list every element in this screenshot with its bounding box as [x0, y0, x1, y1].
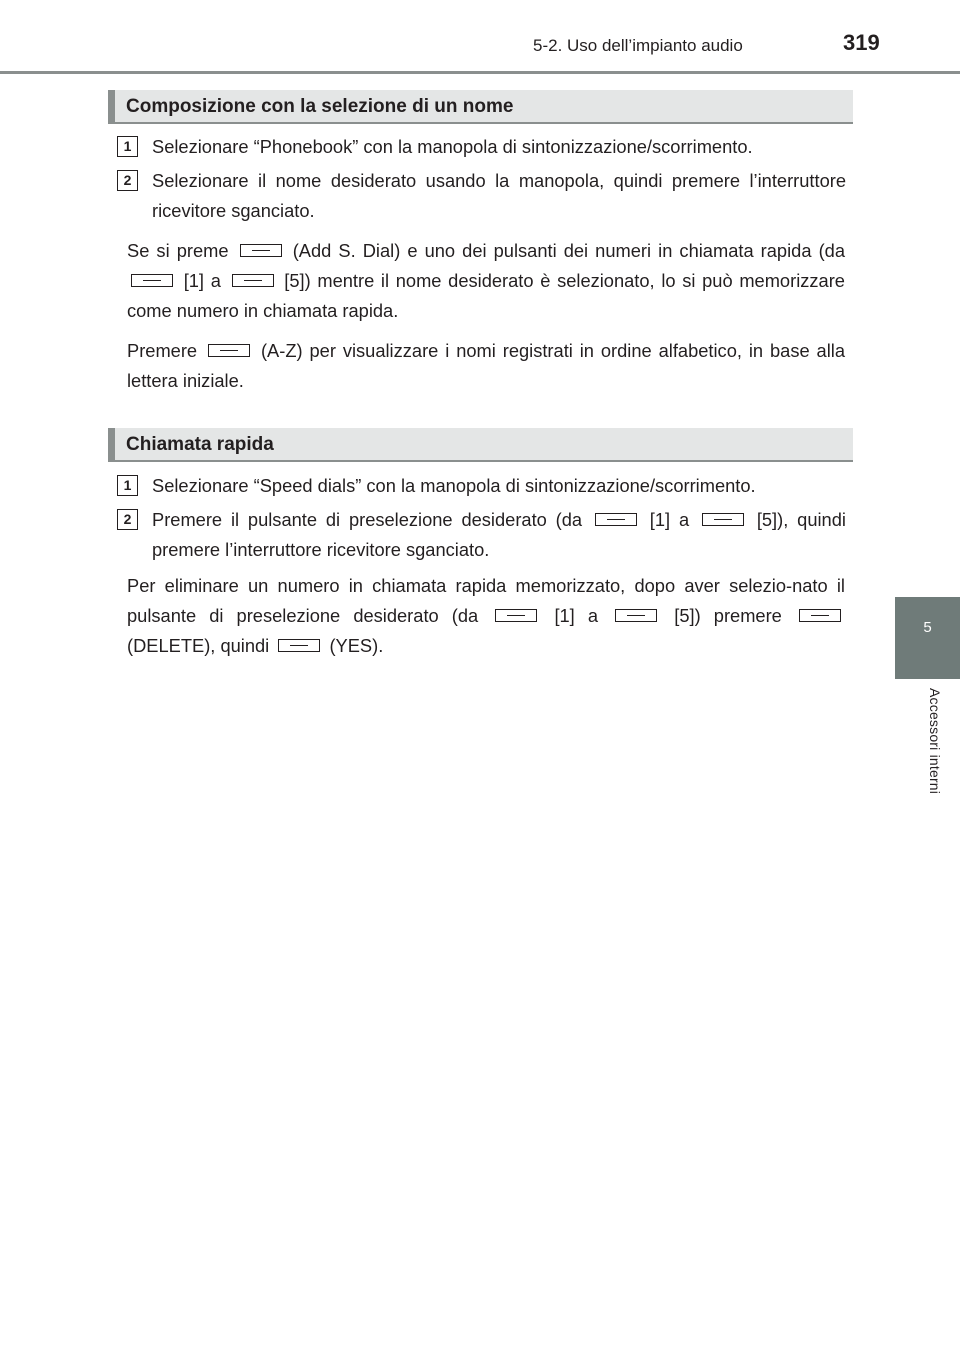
text-run: Premere il pulsante di preselezione desiderato (da: [152, 509, 583, 530]
button-icon: [131, 274, 173, 287]
text-run: [1] a: [183, 270, 221, 291]
text-run: (Add S. Dial) e uno dei pulsanti dei numeri in chiamata rapida (da: [292, 240, 845, 261]
text-run: [5]), quindi premere l’interruttore ricevitore sganciato.: [152, 509, 846, 560]
section-heading-speed-dial: [108, 428, 853, 462]
text-run: Premere: [127, 340, 198, 361]
step-text: Selezionare “Speed dials” con la manopola di sintonizzazione/scorrimento.: [152, 475, 756, 496]
step-number-badge: 1: [117, 475, 138, 496]
text-run: Se si preme: [127, 240, 229, 261]
step-text: Selezionare “Phonebook” con la manopola di sintonizzazione/scorrimento.: [152, 136, 753, 157]
text-run: (DELETE), quindi: [127, 635, 270, 656]
button-icon: [278, 639, 320, 652]
paragraph-delete-speed-dial: [127, 571, 845, 661]
button-icon: [595, 513, 637, 526]
text-run: [5]) premere: [674, 605, 782, 626]
section-title: Composizione con la selezione di un nome: [126, 96, 514, 117]
text-run: (YES).: [329, 635, 384, 656]
text-run: (A-Z) per visualizzare i nomi registrati in ordine alfabetico, in base alla lettera iniziale.: [127, 340, 845, 391]
page-number: 319: [843, 30, 880, 55]
button-icon: [208, 344, 250, 357]
header-divider: [0, 71, 960, 74]
button-icon: [495, 609, 537, 622]
button-icon: [232, 274, 274, 287]
text-run: [1] a: [554, 605, 599, 626]
paragraph-add-speed-dial: [127, 236, 845, 326]
step-text: [152, 505, 846, 565]
chapter-tab: [895, 597, 960, 679]
text-run: [1] a: [649, 509, 690, 530]
chapter-label: Accessori interni: [927, 688, 943, 795]
button-icon: [702, 513, 744, 526]
step-number-badge: 1: [117, 136, 138, 157]
step-text: Selezionare il nome desiderato usando la manopola, quindi premere l’interruttore ricevitore sganciato.: [152, 170, 846, 221]
text-run: Per eliminare un numero in chiamata rapida memorizzato, dopo aver selezio-nato il pulsante di preselezione desiderato (da: [127, 575, 845, 626]
button-icon: [240, 244, 282, 257]
step-number-badge: 2: [117, 170, 138, 191]
section-title: Chiamata rapida: [126, 434, 274, 455]
section-heading-name-dial: [108, 90, 853, 124]
text-run: [5]) mentre il nome desiderato è selezionato, lo si può memorizzare come numero in chiamata rapida.: [127, 270, 845, 321]
step-number-badge: 2: [117, 509, 138, 530]
running-header-section: 5-2. Uso dell’impianto audio: [533, 36, 743, 55]
button-icon: [799, 609, 841, 622]
paragraph-alphabetical: [127, 336, 845, 396]
chapter-number: 5: [923, 619, 932, 636]
button-icon: [615, 609, 657, 622]
